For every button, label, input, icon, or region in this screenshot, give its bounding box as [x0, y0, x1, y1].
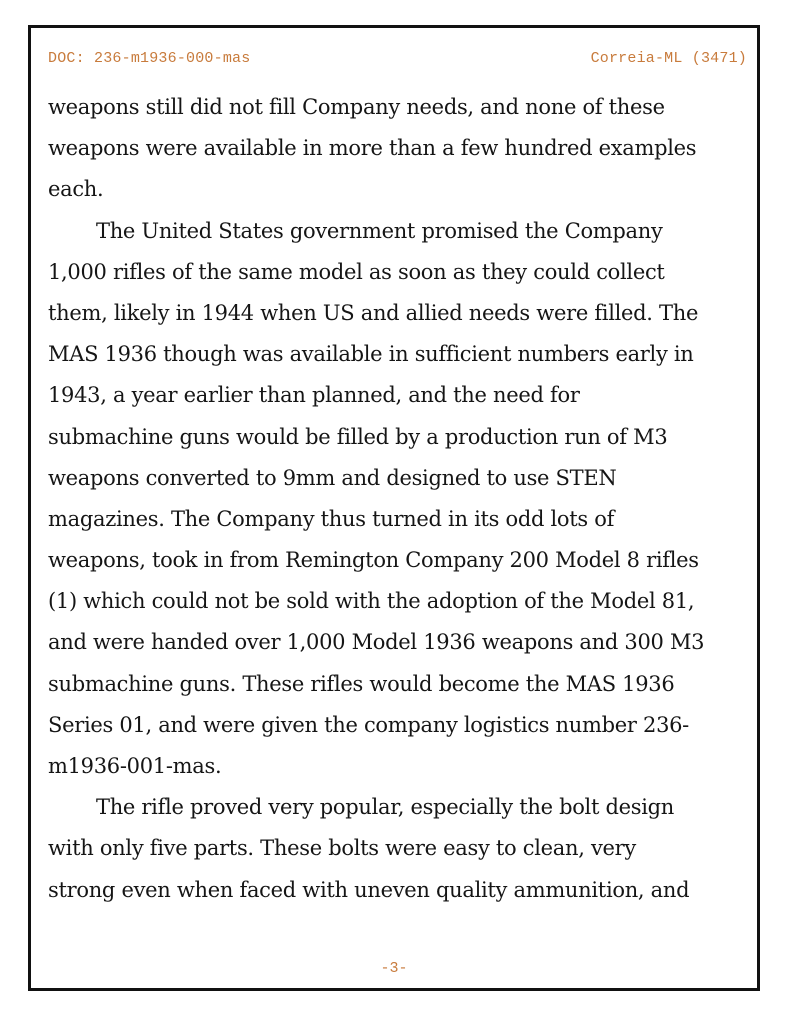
text-line: Series 01, and were given the company logistics number 236- — [48, 712, 689, 737]
author-label: Correia-ML (3471) — [590, 50, 747, 67]
text-line: weapons, took in from Remington Company 200 Model 8 rifles — [48, 548, 699, 573]
text-line: 1,000 rifles of the same model as soon as they could collect — [48, 259, 665, 284]
document-page — [28, 25, 760, 991]
text-line: weapons still did not fill Company needs, and none of these — [48, 95, 665, 119]
page-number: -3- — [380, 960, 408, 977]
paragraph-start-line: The United States government promised the Company — [96, 218, 663, 243]
page-footer — [31, 960, 757, 977]
text-line: each. — [48, 177, 104, 202]
document-id: DOC: 236-m1936-000-mas — [48, 50, 251, 67]
text-line: magazines. The Company thus turned in its odd lots of — [48, 506, 615, 531]
text-line: m1936-001-mas. — [48, 754, 222, 778]
text-line: MAS 1936 though was available in sufficient numbers early in — [48, 342, 694, 367]
text-line: weapons converted to 9mm and designed to use STEN — [48, 465, 617, 490]
text-line: submachine guns. These rifles would become the MAS 1936 — [48, 671, 675, 696]
paragraph-start-line: The rifle proved very popular, especially the bolt design — [96, 795, 675, 820]
page-header — [48, 50, 747, 67]
text-line: them, likely in 1944 when US and allied needs were filled. The — [48, 300, 699, 325]
text-line: submachine guns would be filled by a production run of M3 — [48, 424, 668, 449]
text-line: with only five parts. These bolts were easy to clean, very — [48, 836, 636, 861]
text-line: strong even when faced with uneven quality ammunition, and — [48, 877, 690, 902]
text-line: weapons were available in more than a few hundred examples — [48, 136, 697, 161]
text-line: (1) which could not be sold with the adoption of the Model 81, — [48, 589, 695, 614]
text-line: 1943, a year earlier than planned, and the need for — [48, 383, 580, 408]
text-line: and were handed over 1,000 Model 1936 weapons and 300 M3 — [48, 630, 705, 655]
body-text — [48, 87, 748, 911]
